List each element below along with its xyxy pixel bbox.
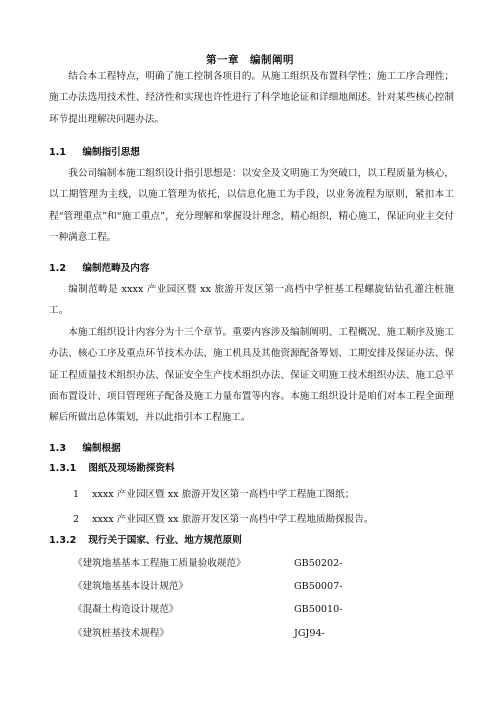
list-item (73, 513, 374, 527)
standard-row (73, 580, 403, 594)
section-number: 1.3.1 (49, 463, 77, 474)
intro-paragraph: 结合本工程特点，明确了施工控制各项目的。从施工组织及布置科学性；施工工序合理性；施工办法选用技术性、经济性和实现也许性进行了科学地论证和详细地阐述。针对某些核心控制环节提出理解决问题办法。 (49, 71, 454, 125)
section-heading-1-2 (49, 262, 150, 276)
standard-code: GB50202- (294, 558, 343, 569)
standard-name: 《建筑地基基本设计规范》 (73, 581, 189, 592)
standard-code: GB50007- (294, 581, 343, 592)
content-paragraph: 本施工组织设计内容分为十三个章节。重要内容涉及编制阐明、工程概况、施工顺序及施工办法、核心工序及重点环节技术办法、施工机具及其他资源配备筹划、工期安排及保证办法、保证工程质量技术组织办法、保证安全生产技术组织办法、保证文明施工技术组织办法、施工总平面布置设计、项目管理班子配备及施工力量布置等内容。本施工组织设计是咱们对本工程全面理解后所做出总体策划，并以此指引本工程施工。 (49, 327, 454, 424)
standard-row (73, 627, 403, 641)
section-number: 1.1 (49, 147, 66, 158)
list-item-number: 2 (73, 514, 80, 525)
section-title: 图纸及现场勘探资料 (88, 463, 175, 474)
standard-row (73, 557, 403, 571)
section-number: 1.2 (49, 263, 66, 274)
list-item-number: 1 (73, 489, 80, 500)
section-heading-1-1 (49, 146, 140, 160)
section-title: 编制指引思想 (82, 147, 140, 158)
standard-code: JGJ94- (294, 628, 325, 639)
standard-name: 《建筑地基基本工程施工质量验收规范》 (73, 558, 246, 569)
list-item-text: xxxx 产业园区暨 xx 旅游开发区第一高档中学工程施工图纸； (92, 489, 355, 500)
chapter-title: 第一章 编制阐明 (206, 54, 294, 66)
section-title: 编制范畴及内容 (82, 263, 150, 274)
section-title: 现行关于国家、行业、地方规范原则 (88, 535, 242, 546)
standard-row (73, 603, 403, 617)
section-number: 1.3 (49, 443, 66, 454)
section-title: 编制根据 (82, 443, 121, 454)
section-number: 1.3.2 (49, 535, 77, 546)
list-item (73, 488, 354, 502)
section-heading-1-3-2 (49, 534, 242, 548)
list-item-text: xxxx 产业园区暨 xx 旅游开发区第一高档中学工程地质勘探报告。 (92, 514, 374, 525)
standard-name: 《建筑桩基技术规程》 (73, 628, 169, 639)
standard-name: 《混凝土构造设计规范》 (73, 604, 179, 615)
guiding-thought-paragraph: 我公司编制本施工组织设计指引思想是：以安全及文明施工为突破口，以工程质量为核心，以工期管理为主线，以施工管理为依托，以信息化施工为手段，以业务流程为原则，紧扣本工程“管理重点”和“施工重点”，充分理解和掌握设计理念，精心组织，精心施工，保证向业主交付一种满意工程。 (49, 168, 454, 243)
section-heading-1-3 (49, 442, 121, 456)
standard-code: GB50010- (294, 604, 343, 615)
section-heading-1-3-1 (49, 462, 175, 476)
scope-paragraph: 编制范畴是 xxxx 产业园区暨 xx 旅游开发区第一高档中学桩基工程螺旋钻钻孔灌注桩施工。 (49, 284, 454, 317)
